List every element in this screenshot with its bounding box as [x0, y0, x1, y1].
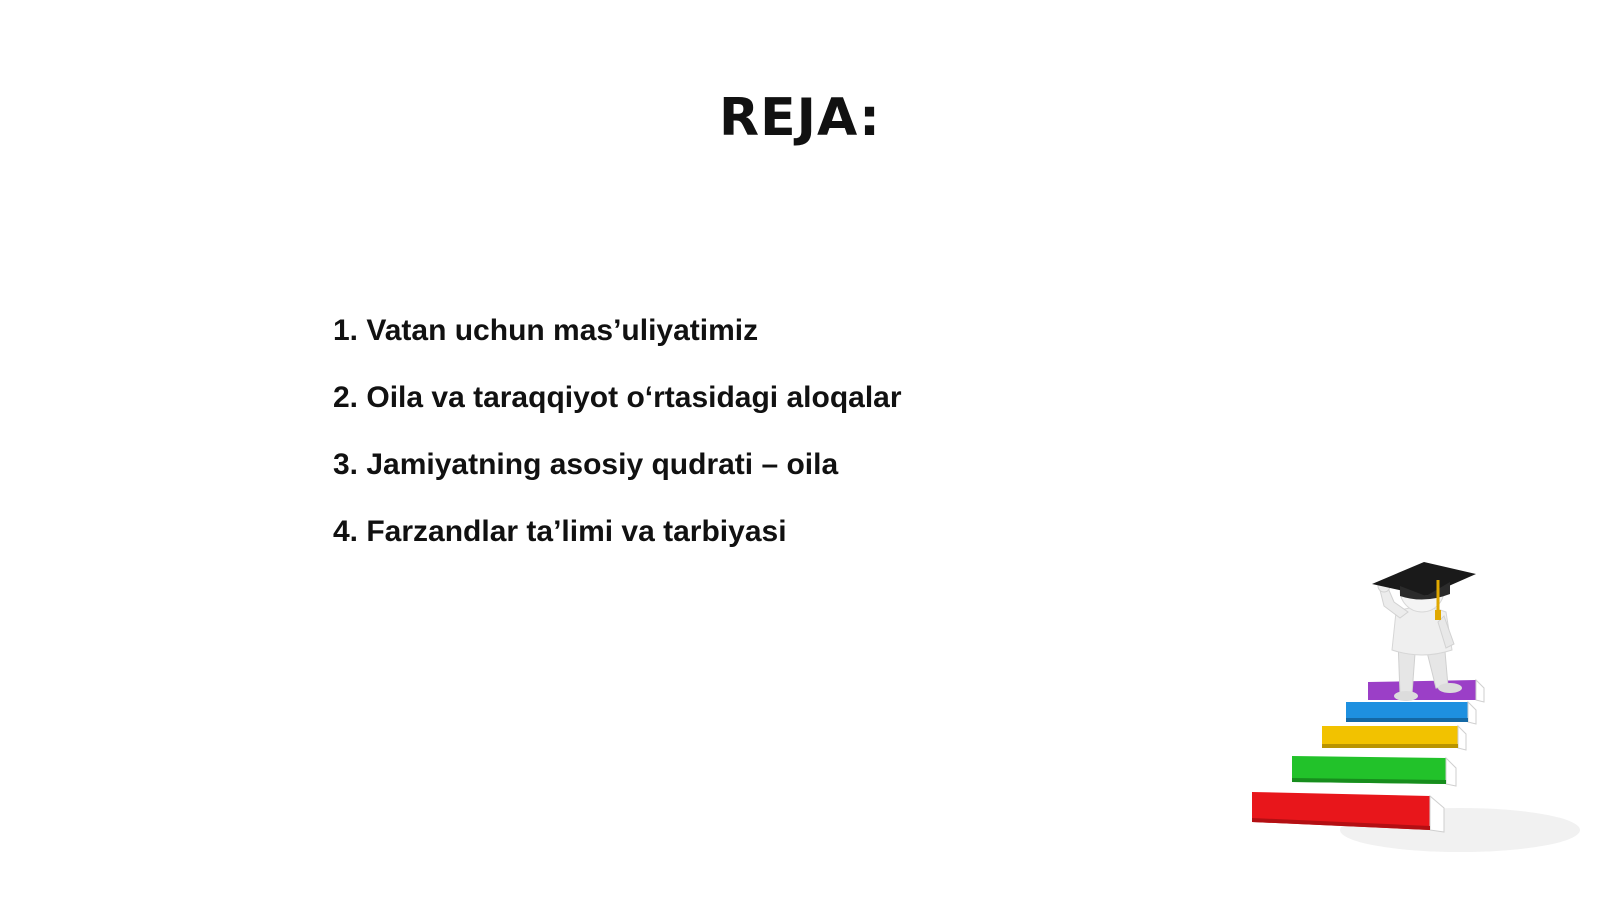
- graduate-on-books-icon: [1240, 560, 1580, 880]
- plan-item-3: 3. Jamiyatning asosiy qudrati – oila: [333, 448, 839, 481]
- blue-book: [1346, 702, 1476, 724]
- green-book: [1292, 756, 1456, 786]
- plan-item-2: 2. Oila va taraqqiyot o‘rtasidagi aloqalar: [333, 381, 902, 414]
- purple-book: [1368, 680, 1484, 702]
- plan-item-1: 1. Vatan uchun mas’uliyatimiz: [333, 314, 759, 347]
- red-book: [1252, 792, 1444, 832]
- plan-list: [333, 314, 902, 582]
- slide-title: REJA:: [719, 88, 881, 148]
- yellow-book: [1322, 726, 1466, 750]
- plan-item-4: 4. Farzandlar ta’limi va tarbiyasi: [333, 515, 787, 548]
